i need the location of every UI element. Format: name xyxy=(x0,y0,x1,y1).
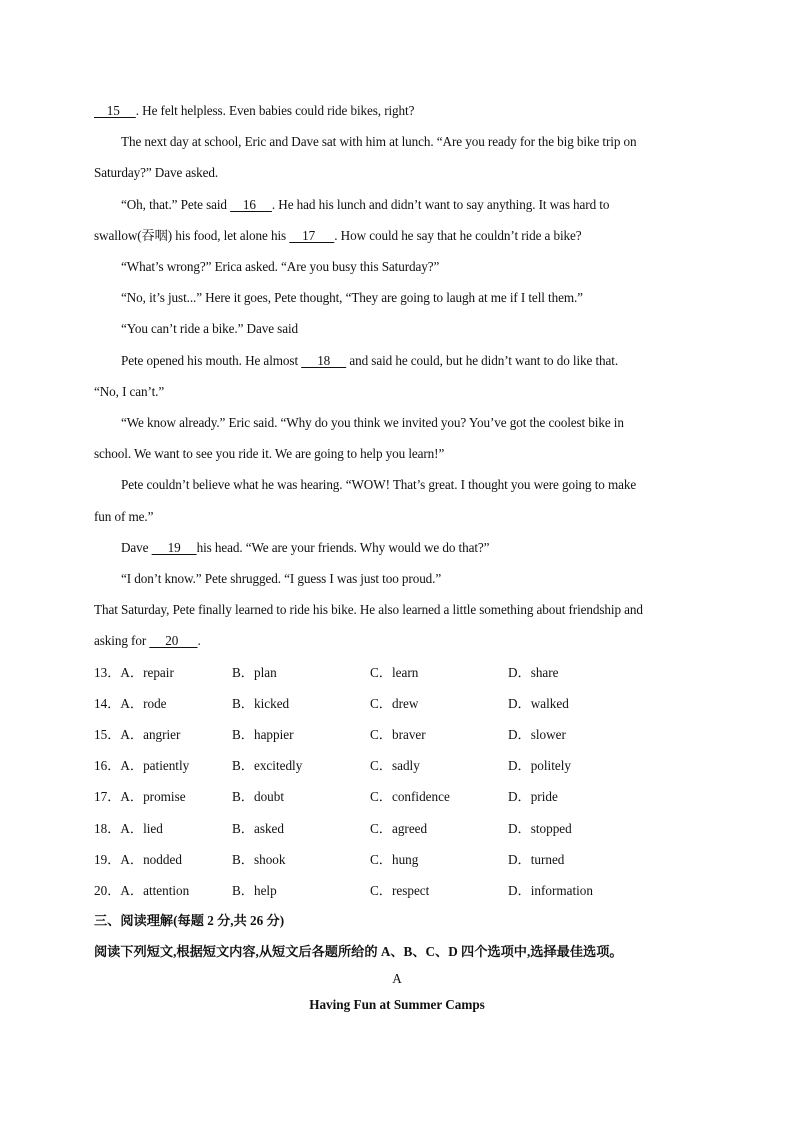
passage-line-6: “What’s wrong?” Erica asked. “Are you busy this Saturday?” xyxy=(121,259,440,274)
passage-line-4: “Oh, that.” Pete said 16 . He had his lunch and didn’t want to say anything. It was hard to xyxy=(121,197,610,212)
option-b: B．asked xyxy=(232,821,285,836)
option-d: D．share xyxy=(508,665,559,680)
option-a: A．repair xyxy=(120,665,174,680)
blank-15: 15 xyxy=(94,103,136,118)
option-d: D．stopped xyxy=(508,821,572,836)
blank-20: 20 xyxy=(149,633,198,648)
passage-line-7: “No, it’s just...” Here it goes, Pete thought, “They are going to laugh at me if I tell them.” xyxy=(121,290,583,305)
passage-line-1: 15 . He felt helpless. Even babies could ride bikes, right? xyxy=(94,103,415,118)
option-d: D．walked xyxy=(508,696,569,711)
option-b: B．happier xyxy=(232,727,294,742)
passage-line-9: Pete opened his mouth. He almost 18 and said he could, but he didn’t want to do like that. xyxy=(121,353,619,368)
passage-line-12: school. We want to see you ride it. We are going to help you learn!” xyxy=(94,446,445,461)
option-b: B．kicked xyxy=(232,696,290,711)
passage-line-15: Dave 19 his head. “We are your friends. Why would we do that?” xyxy=(121,540,490,555)
option-c: C．braver xyxy=(370,727,426,742)
option-d: D．pride xyxy=(508,789,558,804)
option-c: C．agreed xyxy=(370,821,428,836)
option-c: C．respect xyxy=(370,883,430,898)
option-c: C．sadly xyxy=(370,758,420,773)
question-number: 18． xyxy=(94,821,121,836)
passage-line-13: Pete couldn’t believe what he was hearing. “WOW! That’s great. I thought you were going to make xyxy=(121,477,637,492)
blank-17: 17 xyxy=(289,228,335,243)
option-a: A．lied xyxy=(120,821,163,836)
option-b: B．shook xyxy=(232,852,286,867)
blank-19: 19 xyxy=(151,540,197,555)
blank-16: 16 xyxy=(230,197,272,212)
option-c: C．learn xyxy=(370,665,419,680)
article-title: Having Fun at Summer Camps xyxy=(309,997,485,1012)
section-heading: 三、阅读理解(每题 2 分,共 26 分) xyxy=(94,913,285,928)
passage-line-11: “We know already.” Eric said. “Why do you think we invited you? You’ve got the coolest bike in xyxy=(121,415,624,430)
question-number: 17． xyxy=(94,789,121,804)
part-label: A xyxy=(392,971,402,986)
question-number: 13． xyxy=(94,665,121,680)
passage-line-5: swallow(吞咽) his food, let alone his 17 . How could he say that he couldn’t ride a bike? xyxy=(94,228,582,243)
option-c: C．confidence xyxy=(370,789,450,804)
option-b: B．excitedly xyxy=(232,758,303,773)
option-d: D．turned xyxy=(508,852,565,867)
question-number: 14． xyxy=(94,696,121,711)
option-a: A．attention xyxy=(120,883,190,898)
question-number: 15． xyxy=(94,727,121,742)
blank-18: 18 xyxy=(301,353,347,368)
option-d: D．slower xyxy=(508,727,566,742)
option-a: A．patiently xyxy=(120,758,190,773)
passage-line-18: asking for 20 . xyxy=(94,633,201,648)
option-d: D．politely xyxy=(508,758,572,773)
option-b: B．plan xyxy=(232,665,277,680)
passage-line-8: “You can’t ride a bike.” Dave said xyxy=(121,321,299,336)
option-b: B．help xyxy=(232,883,277,898)
option-c: C．hung xyxy=(370,852,419,867)
question-number: 19． xyxy=(94,852,121,867)
option-d: D．information xyxy=(508,883,593,898)
question-number: 16． xyxy=(94,758,121,773)
option-a: A．nodded xyxy=(120,852,182,867)
passage-line-3: Saturday?” Dave asked. xyxy=(94,165,219,180)
passage-line-16: “I don’t know.” Pete shrugged. “I guess I was just too proud.” xyxy=(121,571,442,586)
passage-line-2: The next day at school, Eric and Dave sat with him at lunch. “Are you ready for the big bike trip on xyxy=(121,134,637,149)
option-b: B．doubt xyxy=(232,789,285,804)
passage-line-14: fun of me.” xyxy=(94,509,154,524)
section-instruction: 阅读下列短文,根据短文内容,从短文后各题所给的 A、B、C、D 四个选项中,选择最佳选项。 xyxy=(94,944,623,959)
passage-line-10: “No, I can’t.” xyxy=(94,384,165,399)
question-number: 20． xyxy=(94,883,121,898)
option-a: A．rode xyxy=(120,696,167,711)
passage-line-17: That Saturday, Pete finally learned to ride his bike. He also learned a little something about friendship and xyxy=(94,602,643,617)
option-c: C．drew xyxy=(370,696,419,711)
option-a: A．angrier xyxy=(120,727,181,742)
option-a: A．promise xyxy=(120,789,186,804)
